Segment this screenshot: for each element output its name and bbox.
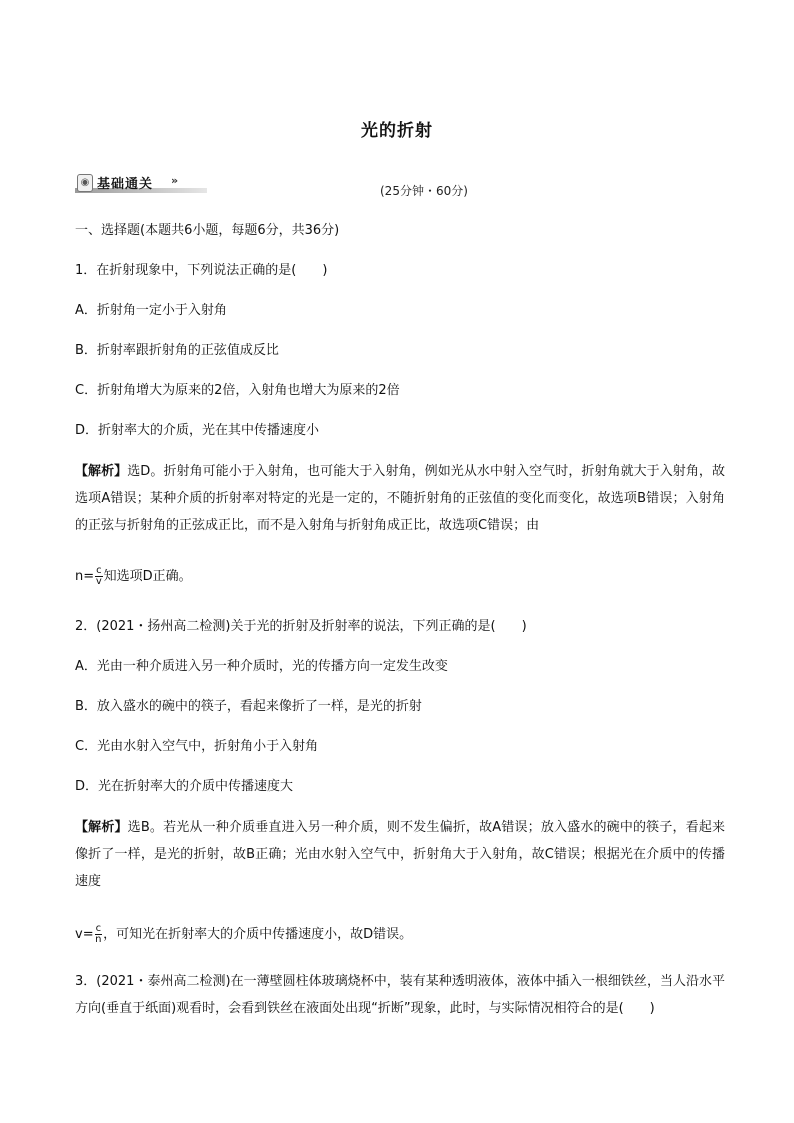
formula-lhs: n=: [75, 569, 95, 584]
q2-option-c: C．光由水射入空气中，折射角小于入射角: [75, 739, 319, 754]
q1-stem: 1．在折射现象中，下列说法正确的是( ): [75, 263, 328, 278]
q1-formula: [75, 566, 192, 587]
analysis-tag: 【解析】: [75, 820, 128, 835]
q3-stem: 3．(2021・泰州高二检测)在一薄壁圆柱体玻璃烧杯中，装有某种透明液体，液体中插入一根细铁丝，当人沿水平方向(垂直于纸面)观看时，会看到铁丝在液面处出现“折断”现象，此时，与实际情况相符合的是( ): [75, 974, 725, 1016]
q1-option-b: B．折射率跟折射角的正弦值成反比: [75, 343, 279, 358]
double-chevron-icon: »: [171, 174, 179, 187]
formula-tail: 知选项D正确。: [103, 569, 192, 584]
lightbulb-icon: ◉: [77, 174, 93, 192]
section-label: 基础通关: [97, 177, 154, 192]
q1-option-c: C．折射角增大为原来的2倍，入射角也增大为原来的2倍: [75, 383, 400, 398]
fraction-denominator: v: [95, 576, 102, 587]
section-banner: [75, 174, 207, 194]
fraction-denominator: n: [95, 934, 102, 945]
formula-tail: ，可知光在折射率大的介质中传播速度小，故D错误。: [103, 927, 413, 942]
q2-stem: 2．(2021・扬州高二检测)关于光的折射及折射率的说法，下列正确的是( ): [75, 619, 527, 634]
q2-option-a: A．光由一种介质进入另一种介质时，光的传播方向一定发生改变: [75, 659, 448, 674]
analysis-text: 选B。若光从一种介质垂直进入另一种介质，则不发生偏折，故A错误；放入盛水的碗中的筷子，看起来像折了一样，是光的折射，故B正确；光由水射入空气中，折射角大于入射角，故C错误；根据光在介质中的传播速度: [75, 820, 725, 889]
q1-analysis: [75, 458, 725, 539]
fraction-numerator: c: [96, 565, 102, 576]
q2-option-d: D．光在折射率大的介质中传播速度大: [75, 779, 294, 794]
analysis-tag: 【解析】: [75, 464, 128, 479]
section-time: (25分钟・60分): [380, 184, 468, 198]
q2-formula: [75, 924, 412, 945]
part-heading: 一、选择题(本题共6小题，每题6分，共36分): [75, 223, 340, 238]
fraction-numerator: c: [95, 923, 102, 934]
analysis-text: 选D。折射角可能小于入射角，也可能大于入射角，例如光从水中射入空气时，折射角就大于入射角，故选项A错误；某种介质的折射率对特定的光是一定的，不随折射角的正弦值的变化而变化，故选项B错误；入射角的正弦与折射角的正弦成正比，而不是入射角与折射角成正比，故选项C错误；由: [75, 464, 725, 533]
page-title: 光的折射: [361, 121, 433, 141]
q1-option-a: A．折射角一定小于入射角: [75, 303, 227, 318]
q2-option-b: B．放入盛水的碗中的筷子，看起来像折了一样，是光的折射: [75, 699, 422, 714]
fraction: [95, 566, 103, 587]
q1-option-d: D．折射率大的介质，光在其中传播速度小: [75, 423, 320, 438]
formula-lhs: v=: [75, 927, 94, 942]
fraction: [95, 924, 103, 945]
q2-analysis: [75, 814, 725, 895]
